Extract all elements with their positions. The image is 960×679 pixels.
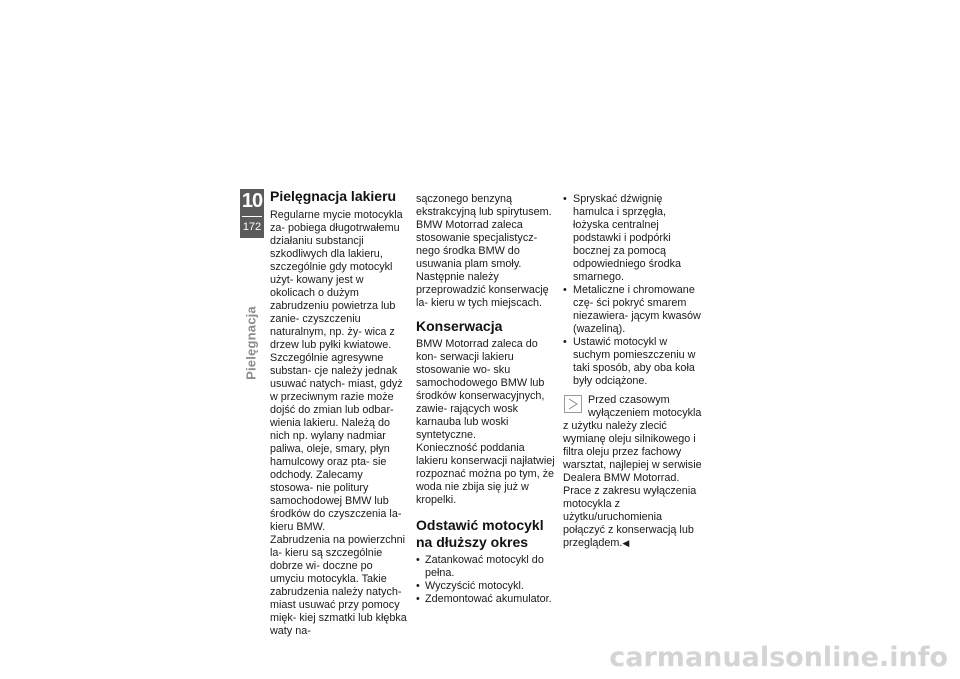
- list-item: • Wyczyścić motocykl.: [416, 580, 556, 593]
- paragraph: Zabrudzenia na powierzchni la- kieru są szczególnie dobrze wi- doczne po umyciu motocykla. Takie zabrudzenia należy natych- miast usuwać przy pomocy mięk- kiej szmatki lub kłębka waty na-: [270, 534, 407, 637]
- paragraph: Konieczność poddania lakieru konserwacji najłatwiej rozpoznać można po tym, że woda nie zbija się już w kropelki.: [416, 442, 555, 506]
- paragraph: sączonego benzyną ekstrakcyjną lub spirytusem. BMW Motorrad zaleca stosowanie specjalistycz- nego środka BMW do usuwania plam smoły. Następnie należy przeprowadzić konserwację la- kieru w tych miejscach.: [416, 193, 552, 309]
- chapter-divider: [242, 216, 262, 217]
- list-item: • Zdemontować akumulator.: [416, 593, 556, 606]
- page-number: 172: [242, 221, 262, 233]
- list-item: • Ustawić motocykl w suchym pomieszczeniu w taki sposób, aby oba koła były odciążone.: [563, 336, 703, 388]
- column-1: [270, 188, 408, 638]
- note-text: Przed czasowym wyłączeniem motocykla z użytku należy zlecić wymianę oleju silnikowego i filtra oleju przez fachowy warsztat, najlepiej w serwisie Dealera BMW Motorrad. Prace z zakresu wyłączenia motocykla z użytku/uruchomienia połączyć z konserwacją lub przeglądem.: [563, 394, 702, 549]
- list-item: • Spryskać dźwignię hamulca i sprzęgła, łożyska centralnej podstawki i podpórki bocznej za pomocą odpowiedniego środka smarnego.: [563, 193, 703, 284]
- storage-list-continued: [563, 193, 703, 388]
- paragraph: Regularne mycie motocykla za- pobiega długotrwałemu działaniu substancji szkodliwych dla lakieru, szczególnie gdy motocykl użyt- kowany jest w okolicach o dużym zabrudzeniu powietrza lub zanie- czyszczeniu naturalnym, np. ży- wica z drzew lub pyłki kwiatowe.: [270, 209, 403, 351]
- column-3: [563, 193, 703, 550]
- chapter-side-label: Pielęgnacja: [243, 306, 259, 380]
- end-marker-icon: ◀: [622, 538, 630, 548]
- paragraph: BMW Motorrad zaleca do kon- serwacji lakieru stosowanie wo- sku samochodowego BMW lub środków konserwacyjnych, zawie- rających wosk karnauba lub woski syntetyczne.: [416, 338, 545, 441]
- note-block: [563, 394, 703, 550]
- heading-storage: Odstawić motocykl na dłuższy okres: [416, 517, 544, 550]
- paragraph: Szczególnie agresywne substan- cje należy jednak usuwać natych- miast, gdyż w przeciwnym razie może dojść do zmian lub odbar- wienia lakieru. Należą do nich np. wylany nadmiar paliwa, oleje, smary, płyn hamulcowy oraz pta- sie odchody. Zalecamy stosowa- nie politury samochodowej BMW lub środków do czyszczenia la- kieru BMW.: [270, 352, 403, 533]
- list-item: • Zatankować motocykl do pełna.: [416, 554, 556, 580]
- heading-paint-care: Pielęgnacja lakieru: [270, 188, 397, 204]
- list-item: • Metaliczne i chromowane czę- ści pokryć smarem niezawiera- jącym kwasów (wazeliną).: [563, 284, 703, 336]
- watermark: carmanualsonline.info: [609, 642, 948, 673]
- storage-list: [416, 554, 556, 606]
- triangle-note-icon: [564, 395, 582, 413]
- heading-preservation: Konserwacja: [416, 318, 503, 334]
- column-2: [416, 193, 556, 606]
- chapter-number: 10: [241, 190, 263, 212]
